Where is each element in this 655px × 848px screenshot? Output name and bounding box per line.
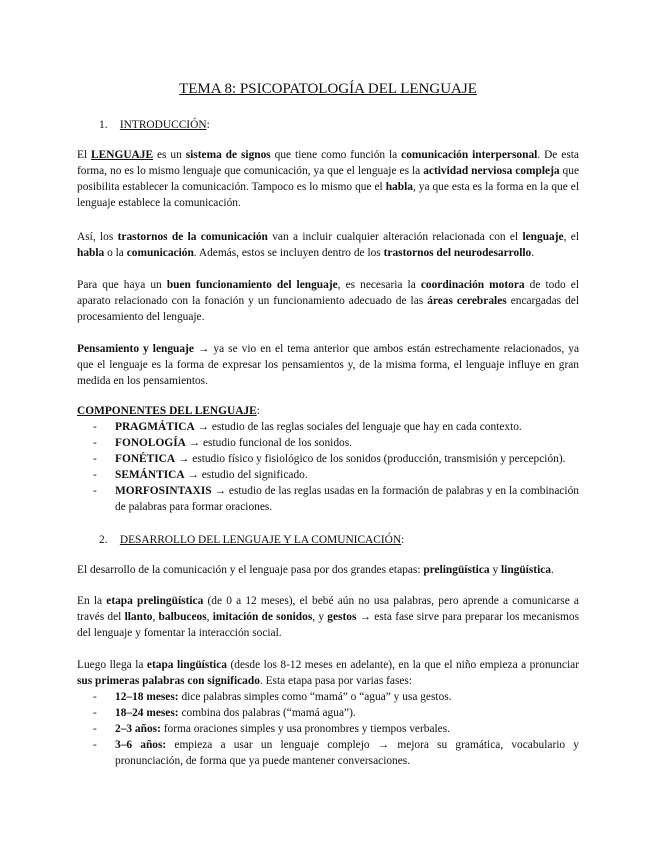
text-run: . bbox=[551, 564, 554, 576]
list-item bbox=[77, 483, 579, 515]
list-item bbox=[77, 435, 579, 451]
text-run: encargadas del procesamiento del lenguaje. bbox=[77, 295, 579, 323]
paragraph bbox=[77, 562, 579, 578]
bold-text: sistema de signos bbox=[185, 149, 271, 161]
text-run: → ya se vio en el tema anterior que ambos están estrechamente relacionados, ya que el lenguaje es la forma de expresar los pensamientos y, de la misma forma, el lenguaje influye en gran medida en los pensamientos. bbox=[77, 343, 579, 387]
text-run: En la bbox=[77, 595, 107, 607]
text-run: van a incluir cualquier alteración relacionada con el bbox=[267, 231, 523, 243]
text-run: que tiene como función la bbox=[270, 149, 402, 161]
text-run: Así, los bbox=[77, 231, 118, 243]
bold-text: etapa prelingüística bbox=[106, 595, 204, 607]
bold-text: llanto bbox=[124, 611, 153, 623]
section-suffix: : bbox=[206, 119, 210, 131]
bold-text: actividad nerviosa compleja bbox=[423, 165, 560, 177]
components-heading bbox=[77, 403, 579, 419]
bold-text: 3–6 años: bbox=[115, 739, 167, 751]
text-run: (desde los 8-12 meses en adelante), en la que el niño empieza a pronunciar bbox=[226, 659, 579, 671]
components-list bbox=[77, 419, 579, 515]
text-run: , es necesaria la bbox=[337, 279, 421, 291]
text-run: de todo el aparato relacionado con la fonación y un funcionamiento adecuado de las bbox=[77, 279, 579, 307]
bold-text: comunicación interpersonal bbox=[401, 149, 538, 161]
bold-text: trastornos del neurodesarrollo bbox=[383, 247, 532, 259]
text-run: → estudio del significado. bbox=[184, 469, 308, 481]
bold-text: Pensamiento y lenguaje bbox=[77, 343, 194, 355]
paragraph bbox=[77, 657, 579, 689]
bold-text: habla bbox=[77, 247, 105, 259]
text-run: El desarrollo de la comunicación y el lenguaje pasa por dos grandes etapas: bbox=[77, 564, 424, 576]
bold-text: áreas cerebrales bbox=[427, 295, 507, 307]
document-content bbox=[77, 74, 579, 769]
text-run: → esta fase sirve para preparar los mecanismos del lenguaje y fomentar la interacción social. bbox=[77, 611, 579, 639]
paragraph bbox=[77, 277, 579, 325]
bold-text: trastornos de la comunicación bbox=[117, 231, 268, 243]
text-run: , bbox=[206, 611, 213, 623]
bold-text: gestos bbox=[327, 611, 357, 623]
list-item bbox=[77, 705, 579, 721]
bold-text: lenguaje bbox=[522, 231, 564, 243]
text-run: es un bbox=[153, 149, 186, 161]
bold-text: lingüística bbox=[500, 564, 551, 576]
paragraph bbox=[77, 229, 579, 261]
text-run: , ya que esta es la forma en la que el lenguaje establece la comunicación. bbox=[77, 181, 580, 209]
bold-text: sus primeras palabras con significado bbox=[77, 675, 260, 687]
bold-text: SEMÁNTICA bbox=[115, 469, 185, 481]
text-run: y bbox=[489, 564, 501, 576]
bold-text: FONÉTICA bbox=[115, 453, 176, 465]
paragraph bbox=[77, 341, 579, 389]
text-run: combina dos palabras (“mamá agua”). bbox=[178, 707, 356, 719]
text-run: → estudio físico y fisiológico de los sonidos (producción, transmisión y percepción). bbox=[175, 453, 566, 465]
components-suffix: : bbox=[256, 405, 260, 417]
text-run: o la bbox=[104, 247, 127, 259]
section-title: INTRODUCCIÓN bbox=[119, 119, 207, 131]
text-run: . De esta forma, no es lo mismo lenguaje que comunicación, ya que el lenguaje es la bbox=[77, 149, 579, 177]
section-number: 1. bbox=[99, 119, 108, 131]
bold-text: comunicación bbox=[126, 247, 194, 259]
section-number: 2. bbox=[99, 534, 108, 546]
text-run: Luego llega la bbox=[77, 659, 147, 671]
bold-text: LENGUAJE bbox=[91, 149, 154, 161]
text-run: , bbox=[152, 611, 159, 623]
bold-text: habla bbox=[385, 181, 413, 193]
section-heading-desarrollo bbox=[99, 532, 579, 548]
phases-list bbox=[77, 689, 579, 769]
bold-text: balbuceos bbox=[158, 611, 207, 623]
text-run: → estudio de las reglas sociales del lenguaje que hay en cada contexto. bbox=[194, 421, 522, 433]
text-run: . Esta etapa pasa por varias fases: bbox=[259, 675, 413, 687]
list-item bbox=[77, 419, 579, 435]
bold-text: 2–3 años: bbox=[115, 723, 161, 735]
text-run: → estudio de las reglas usadas en la formación de palabras y en la combinación de palabras para formar oraciones. bbox=[115, 485, 579, 513]
text-run: , y bbox=[312, 611, 328, 623]
text-run: . bbox=[531, 247, 535, 259]
section-suffix: : bbox=[401, 534, 405, 546]
components-title: COMPONENTES DEL LENGUAJE bbox=[77, 405, 257, 417]
list-item bbox=[77, 721, 579, 737]
text-run: → estudio funcional de los sonidos. bbox=[185, 437, 352, 449]
list-item bbox=[77, 451, 579, 467]
section-title: DESARROLLO DEL LENGUAJE Y LA COMUNICACIÓN bbox=[119, 534, 402, 546]
bold-text: PRAGMÁTICA bbox=[115, 421, 195, 433]
bold-text: imitación de sonidos bbox=[212, 611, 313, 623]
bold-text: FONOLOGÍA bbox=[115, 437, 186, 449]
bold-text: 12–18 meses: bbox=[115, 691, 179, 703]
list-item bbox=[77, 467, 579, 483]
text-run: empieza a usar un lenguaje complejo → mejora su gramática, vocabulario y pronunciación, de forma que ya puede mantener conversaciones. bbox=[115, 739, 579, 767]
document-title: TEMA 8: PSICOPATOLOGÍA DEL LENGUAJE bbox=[179, 81, 477, 97]
text-run: El bbox=[77, 149, 92, 161]
list-item bbox=[77, 689, 579, 705]
text-run: Para que haya un bbox=[77, 279, 167, 291]
section-heading-introduccion bbox=[99, 117, 579, 133]
bold-text: MORFOSINTAXIS bbox=[115, 485, 212, 497]
paragraph bbox=[77, 593, 579, 641]
text-run: dice palabras simples como “mamá” o “agua” y usa gestos. bbox=[178, 691, 452, 703]
list-item bbox=[77, 737, 579, 769]
text-run: (de 0 a 12 meses), el bebé aún no usa palabras, pero aprende a comunicarse a través del bbox=[77, 595, 579, 623]
text-run: , el bbox=[563, 231, 579, 243]
text-run: forma oraciones simples y usa pronombres y tiempos verbales. bbox=[160, 723, 451, 735]
text-run: que posibilita establecer la comunicación. Tampoco es lo mismo que el bbox=[77, 165, 580, 193]
bold-text: prelingüística bbox=[423, 564, 490, 576]
bold-text: 18–24 meses: bbox=[115, 707, 179, 719]
paragraph bbox=[77, 147, 579, 211]
bold-text: etapa lingüística bbox=[146, 659, 227, 671]
bold-text: buen funcionamiento del lenguaje bbox=[166, 279, 338, 291]
text-run: . Además, estos se incluyen dentro de los bbox=[193, 247, 384, 259]
bold-text: coordinación motora bbox=[420, 279, 525, 291]
